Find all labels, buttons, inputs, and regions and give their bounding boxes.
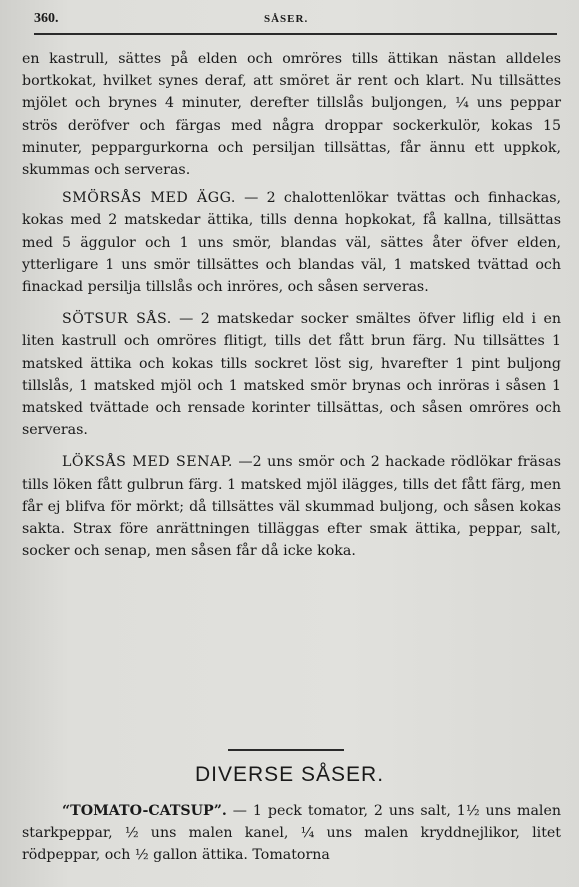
body-text: [22, 48, 561, 572]
page-number: 360.: [34, 11, 59, 26]
recipe-title: “TOMATO-CATSUP”.: [62, 803, 227, 819]
recipe-title: SMÖRSÅS MED ÄGG.: [62, 190, 236, 207]
recipe-title: SÖTSUR SÅS.: [62, 311, 172, 328]
running-head: [34, 11, 557, 35]
body-text-continued: [22, 800, 561, 867]
section-heading: DIVERSE SÅSER.: [194, 763, 385, 786]
recipe-paragraph: [22, 451, 561, 562]
running-title: SÅSER.: [264, 13, 309, 25]
recipe-text: — 1 peck tomator, 2 uns salt, 1½ uns malen starkpeppar, ½ uns malen kanel, ¼ uns malen kryddnejlikor, litet rödpeppar, och ½ gallon ättika. Tomatorna: [22, 803, 561, 864]
recipe-text: — 2 chalottenlökar tvättas och finhackas, kokas med 2 matskedar ättika, tills denna hopkokat, få kallna, tillsättas med 5 äggulor och 1 uns smör, blandas väl, sättes åter öfver elden, ytterligare 1 uns smör tillsättes och blandas väl, 1 matsked tvättad och finackad persilja tillslås och inröres, och såsen serveras.: [22, 190, 561, 296]
recipe-paragraph: [22, 800, 561, 867]
recipe-title: LÖKSÅS MED SENAP.: [62, 454, 233, 471]
recipe-paragraph: [22, 187, 561, 298]
recipe-text: —2 uns smör och 2 hackade rödlökar fräsas tills löken fått gulbrun färg. 1 matsked mjöl ilägges, tills det fått färg, men får ej blifva för mörkt; då tillsättes väl skummad buljong, och såsen kokas sakta. Strax före anrättningen tilläggas efter smak ättika, peppar, salt, socker och senap, men såsen får då icke koka.: [22, 454, 562, 560]
section-divider: [228, 749, 344, 751]
intro-paragraph: en kastrull, sättes på elden och omröres tills ättikan nästan alldeles bortkokat, hvilket synes deraf, att smöret är rent och klart. Nu tillsättes mjölet och brynes 4 minuter, derefter tillslås buljongen, ¼ uns peppar strös deröfver och färgas med några droppar sockerkulör, kokas 15 minuter, peppargurkorna och persiljan tillsättas, får ännu ett uppkok, skummas och serveras.: [22, 51, 561, 179]
recipe-paragraph: [22, 308, 561, 441]
recipe-text: — 2 matskedar socker smältes öfver liflig eld i en liten kastrull och omröres flitigt, tills det fått brun färg. Nu tillsättes 1 matsked ättika och kokas tills sockret löst sig, hvarefter 1 pint buljong tillslås, 1 matsked mjöl och 1 matsked smör brynas och inröras i såsen 1 matsked tvättade och rensade korinter tillsättas, och såsen omröres och serveras.: [22, 311, 562, 439]
